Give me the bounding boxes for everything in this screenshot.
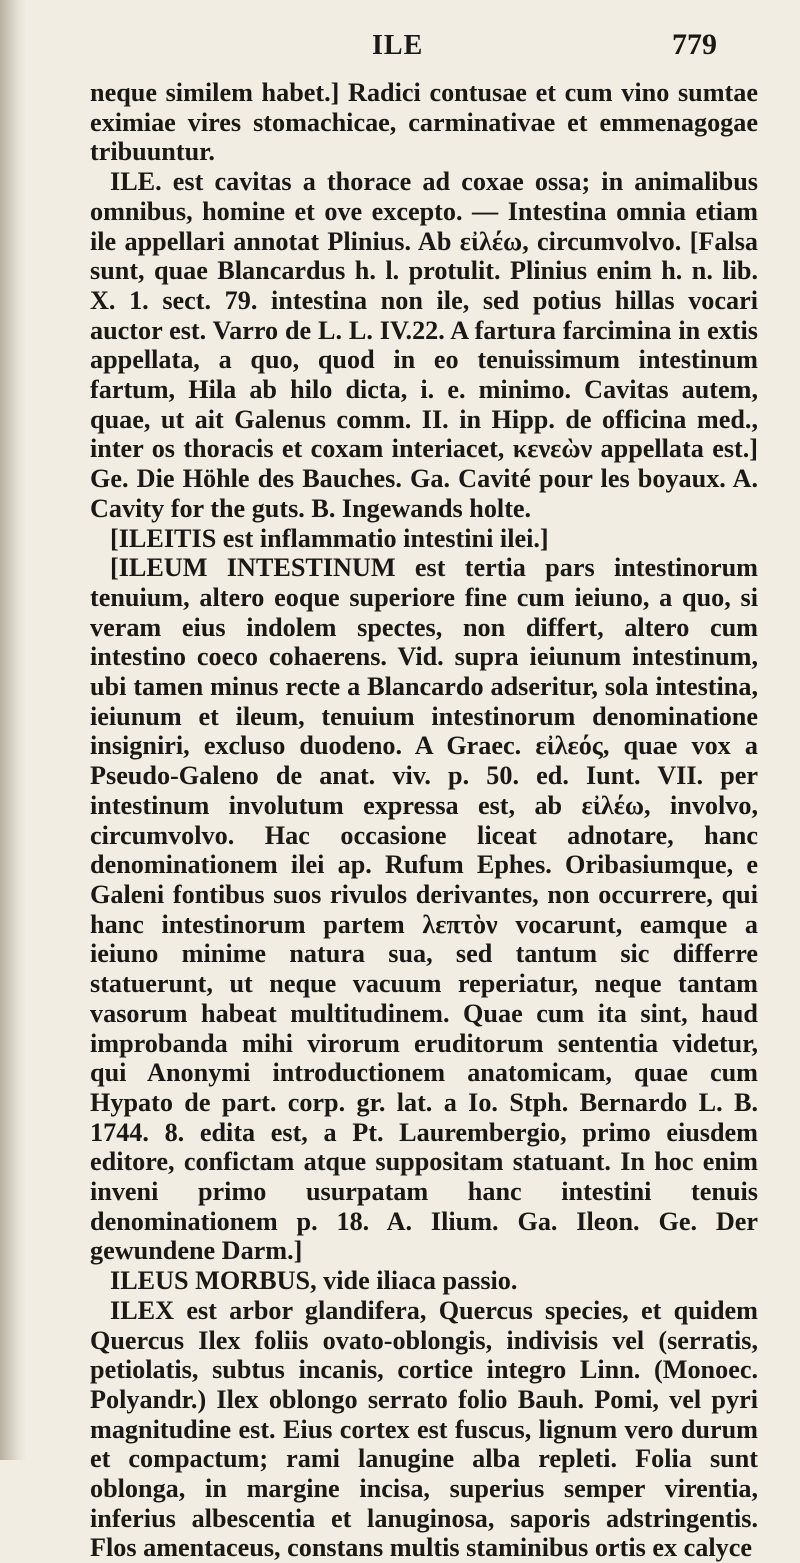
body-text xyxy=(90,78,758,1563)
entry-ilex: ILEX est arbor glandifera, Quercus species, et quidem Quercus Ilex foliis ovato-oblongis, indivisis vel (serratis, petiolatis, subtus incanis, cortice integro Linn. (Monoec. Polyandr.) Ilex oblongo serrato folio Bauh. Pomi, vel pyri magnitudine est. Eius cortex est fuscus, lignum vero durum et compactum; rami lanugine alba repleti. Folia sunt oblonga, in margine incisa, superius semper virentia, inferius albescentia et lanuginosa, saporis adstringentis. Flos amentaceus, constans multis staminibus ortis ex calyce xyxy=(90,1295,758,1563)
entry-ile: ILE. est cavitas a thorace ad coxae ossa; in animalibus omnibus, homine et ove excepto. — Intestina omnia etiam ile appellari annotat Plinius. Ab εἰλέω, circumvolvo. [Falsa sunt, quae Blancardus h. l. protulit. Plinius enim h. n. lib. X. 1. sect. 79. intestina non ile, sed potius hillas vocari auctor est. Varro de L. L. IV.22. A fartura farcimina in extis appellata, a quo, quod in eo tenuissimum intestinum fartum, Hila ab hilo dicta, i. e. minimo. Cavitas autem, quae, ut ait Galenus comm. II. in Hipp. de officina med., inter os thoracis et coxam interiacet, κενεὼν appellata est.] Ge. Die Höhle des Bauches. Ga. Cavité pour les boyaux. A. Cavity for the guts. B. Ingewands holte. xyxy=(90,167,758,523)
entry-ileus-morbus: ILEUS MORBUS, vide iliaca passio. xyxy=(110,1266,518,1296)
page-header xyxy=(90,20,760,72)
entry-ileum-intestinum: [ILEUM INTESTINUM est tertia pars intestinorum tenuium, altero eoque superiore fine cum ieiuno, a quo, si veram eius indolem spectes, non differt, altero cum intestino coeco cohaerens. Vid. supra ieiunum intestinum, ubi tamen minus recte a Blancardo adseritur, sola intestina, ieiunum et ileum, tenuium intestinorum denominatione insigniri, excluso duodeno. A Graec. εἰλεός, quae vox a Pseudo-Galeno de anat. viv. p. 50. ed. Iunt. VII. per intestinum involutum expressa est, ab εἰλέω, involvo, circumvolvo. Hac occasione liceat adnotare, hanc denominationem ilei ap. Rufum Ephes. Oribasiumque, e Galeni fontibus suos rivulos derivantes, non occurrere, qui hanc intestinorum partem λεπτὸν vocarunt, eamque a ieiuno minime natura sua, sed tantum sic differre statuerunt, ut neque vacuum reperiatur, neque tantam vasorum habeat multitudinem. Quae cum ita sint, haud improbanda mihi virorum eruditorum sententia videtur, qui Anonymi introductionem anatomicam, quae cum Hypato de part. corp. gr. lat. a Io. Stph. Bernardo L. B. 1744. 8. edita est, a Pt. Laurembergio, primo eiusdem editore, confictam atque suppositam statuant. In hoc enim inveni primo usurpatam hanc intestini tenuis denominationem p. 18. A. Ilium. Ga. Ileon. Ge. Der gewundene Darm.] xyxy=(90,553,758,1266)
running-head: ILE xyxy=(372,30,424,61)
entry-ileitis: [ILEITIS est inflammatio intestini ilei.] xyxy=(110,523,549,553)
page-edge-shadow xyxy=(0,0,26,1460)
page-number: 779 xyxy=(672,28,717,61)
paragraph-continuation: neque similem habet.] Radici contusae et cum vino sumtae eximiae vires stomachicae, carminativae et emmenagogae tribuuntur. xyxy=(90,78,758,167)
